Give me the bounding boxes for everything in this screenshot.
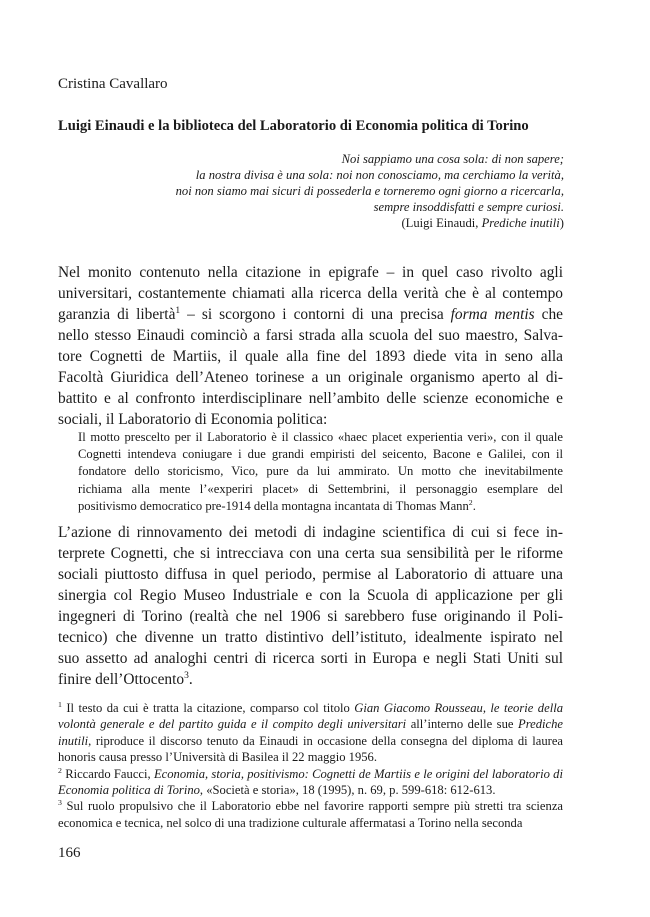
footnote-emphasis: Prediche inutili: [58, 717, 563, 748]
footnote-text: all’interno delle sue: [406, 717, 518, 732]
epigraph-line: Noi sappiamo una cosa sola: di non sapere;: [341, 152, 564, 166]
paragraph-line: sociali, il Laboratorio di Economia politica:: [58, 411, 328, 428]
footnote-2: [58, 766, 563, 799]
paragraph-text: finire dell’Ottocento: [58, 671, 185, 688]
epigraph-attribution: [176, 215, 564, 231]
paragraph-line: ingegneri di Torino (realtà che nel 1906 si sarebbero fuse originando il Poli-: [58, 608, 563, 625]
paragraph-line: battito e al confronto interdisciplinare nell’ambito delle scienze economiche e: [58, 390, 563, 407]
epigraph-line: sempre insoddisfatti e sempre curiosi.: [373, 200, 564, 214]
footnote-ref-1[interactable]: 1: [175, 304, 181, 316]
body-paragraph-1: [58, 262, 563, 430]
paragraph-line: sinergia col Regio Museo Industriale e con la Scuola di applicazione per gli: [58, 587, 563, 604]
footnote-mark: 3: [58, 798, 62, 808]
quote-line: Il motto prescelto per il Laboratorio è il classico «haec placet experientia veri», con il quale: [78, 430, 563, 444]
footnote-1: [58, 700, 563, 766]
footnote-3: [58, 798, 563, 831]
quote-text: positivismo democratico pre-1914 della montagna incantata di Thomas Mann: [78, 498, 469, 513]
attribution-work: Prediche inutili: [481, 216, 560, 230]
page-number: 166: [58, 845, 81, 861]
footnote-text: Il testo da cui è tratta la citazione, comparso col titolo: [61, 701, 355, 715]
paragraph-line: L’azione di rinnovamento dei metodi di indagine scientifica di cui si fece in-: [58, 524, 563, 541]
footnote-mark: 1: [58, 699, 62, 709]
paragraph-line: tecnico) che divenne un tratto distintivo dell’istituto, idealmente ispirato nel: [58, 629, 563, 646]
attribution-suffix: ): [559, 216, 564, 230]
body-paragraph-2: [58, 522, 563, 690]
footnotes: [58, 700, 563, 831]
quote-line: richiama alla mente l’«experiri placet» di Settembrini, il personaggio esemplare del: [78, 481, 563, 496]
footnote-emphasis: Economia, storia, positivismo: Cognetti de Martiis e le origini del laboratorio di Economia politica di Torino: [58, 766, 563, 798]
footnote-text: Sul ruolo propulsivo che il Laboratorio ebbe nel favorire rapporti sempre più stretti tra scienza economica e tecnica, nel solco di una tradizione culturale affermatasi a Torino nella seconda: [58, 799, 563, 830]
epigraph: [176, 151, 564, 231]
quote-end: .: [472, 498, 476, 513]
paragraph-line: universitari, costantemente chiamati alla ricerca della verità che è al contempo: [58, 285, 563, 302]
author-name: Cristina Cavallaro: [58, 76, 168, 92]
paragraph-line: terprete Cognetti, che si intrecciava con una certa sua sensibilità per le riforme: [58, 545, 563, 562]
epigraph-line: noi non siamo mai sicuri di possederla e torneremo ogni giorno a ricercarla,: [175, 184, 564, 198]
attribution-prefix: (Luigi Einaudi,: [401, 216, 482, 230]
paragraph-line: [58, 304, 563, 325]
footnote-ref-2[interactable]: 2: [468, 497, 473, 507]
footnote-emphasis: Gian Giacomo Rousseau, le teorie della volontà generale e del partito guida e il compito degli universitari: [58, 701, 563, 732]
paragraph-line: suo assetto ad analoghi centri di ricerca sorti in Europa e negli Stati Uniti sul: [58, 650, 563, 667]
quote-line: fondatore dello storicismo, Vico, pure da lui ammirato. Un motto che inevitabilmente: [78, 464, 563, 479]
epigraph-line: la nostra divisa è una sola: noi non conosciamo, ma cerchiamo la verità,: [195, 168, 564, 182]
paragraph-line: Nel monito contenuto nella citazione in epigrafe – in quel caso rivolto agli: [58, 264, 563, 281]
paragraph-text: che: [534, 306, 563, 323]
footnote-text: Riccardo Faucci,: [61, 766, 154, 781]
paragraph-line: [58, 669, 563, 690]
block-quote: [78, 429, 563, 515]
paragraph-end: .: [188, 671, 193, 688]
paragraph-line: sociali piuttosto diffusa in quel periodo, permise al Laboratorio di attuare una: [58, 566, 563, 583]
footnote-mark: 2: [58, 765, 62, 775]
paragraph-text: – si scorgono i contorni di una precisa: [180, 306, 451, 323]
chapter-title: Luigi Einaudi e la biblioteca del Laboratorio di Economia politica di Torino: [58, 118, 529, 134]
quote-line: Cognetti intendeva coniugare i due grandi empiristi del seicento, Bacone e Galilei, con il: [78, 447, 563, 462]
paragraph-line: Facoltà Giuridica dell’Ateneo torinese a un originale organismo aperto al di-: [58, 369, 563, 386]
quote-line: [78, 498, 563, 515]
paragraph-line: nello stesso Einaudi cominciò a farsi strada alla scuola del suo maestro, Salva-: [58, 327, 563, 344]
footnote-text: , riproduce il discorso tenuto da Einaudi in occasione della consegna del diploma di laurea honoris causa presso l’Università di Basilea il 22 maggio 1956.: [58, 733, 563, 765]
emphasis-text: forma mentis: [450, 306, 535, 323]
footnote-ref-3[interactable]: 3: [184, 669, 189, 681]
paragraph-line: tore Cognetti de Martiis, il quale alla fine del 1893 diede vita in seno alla: [58, 348, 563, 365]
paragraph-text: garanzia di libertà: [58, 306, 176, 323]
footnote-text: , «Società e storia», 18 (1995), n. 69, p. 599-618: 612-613.: [199, 783, 496, 798]
